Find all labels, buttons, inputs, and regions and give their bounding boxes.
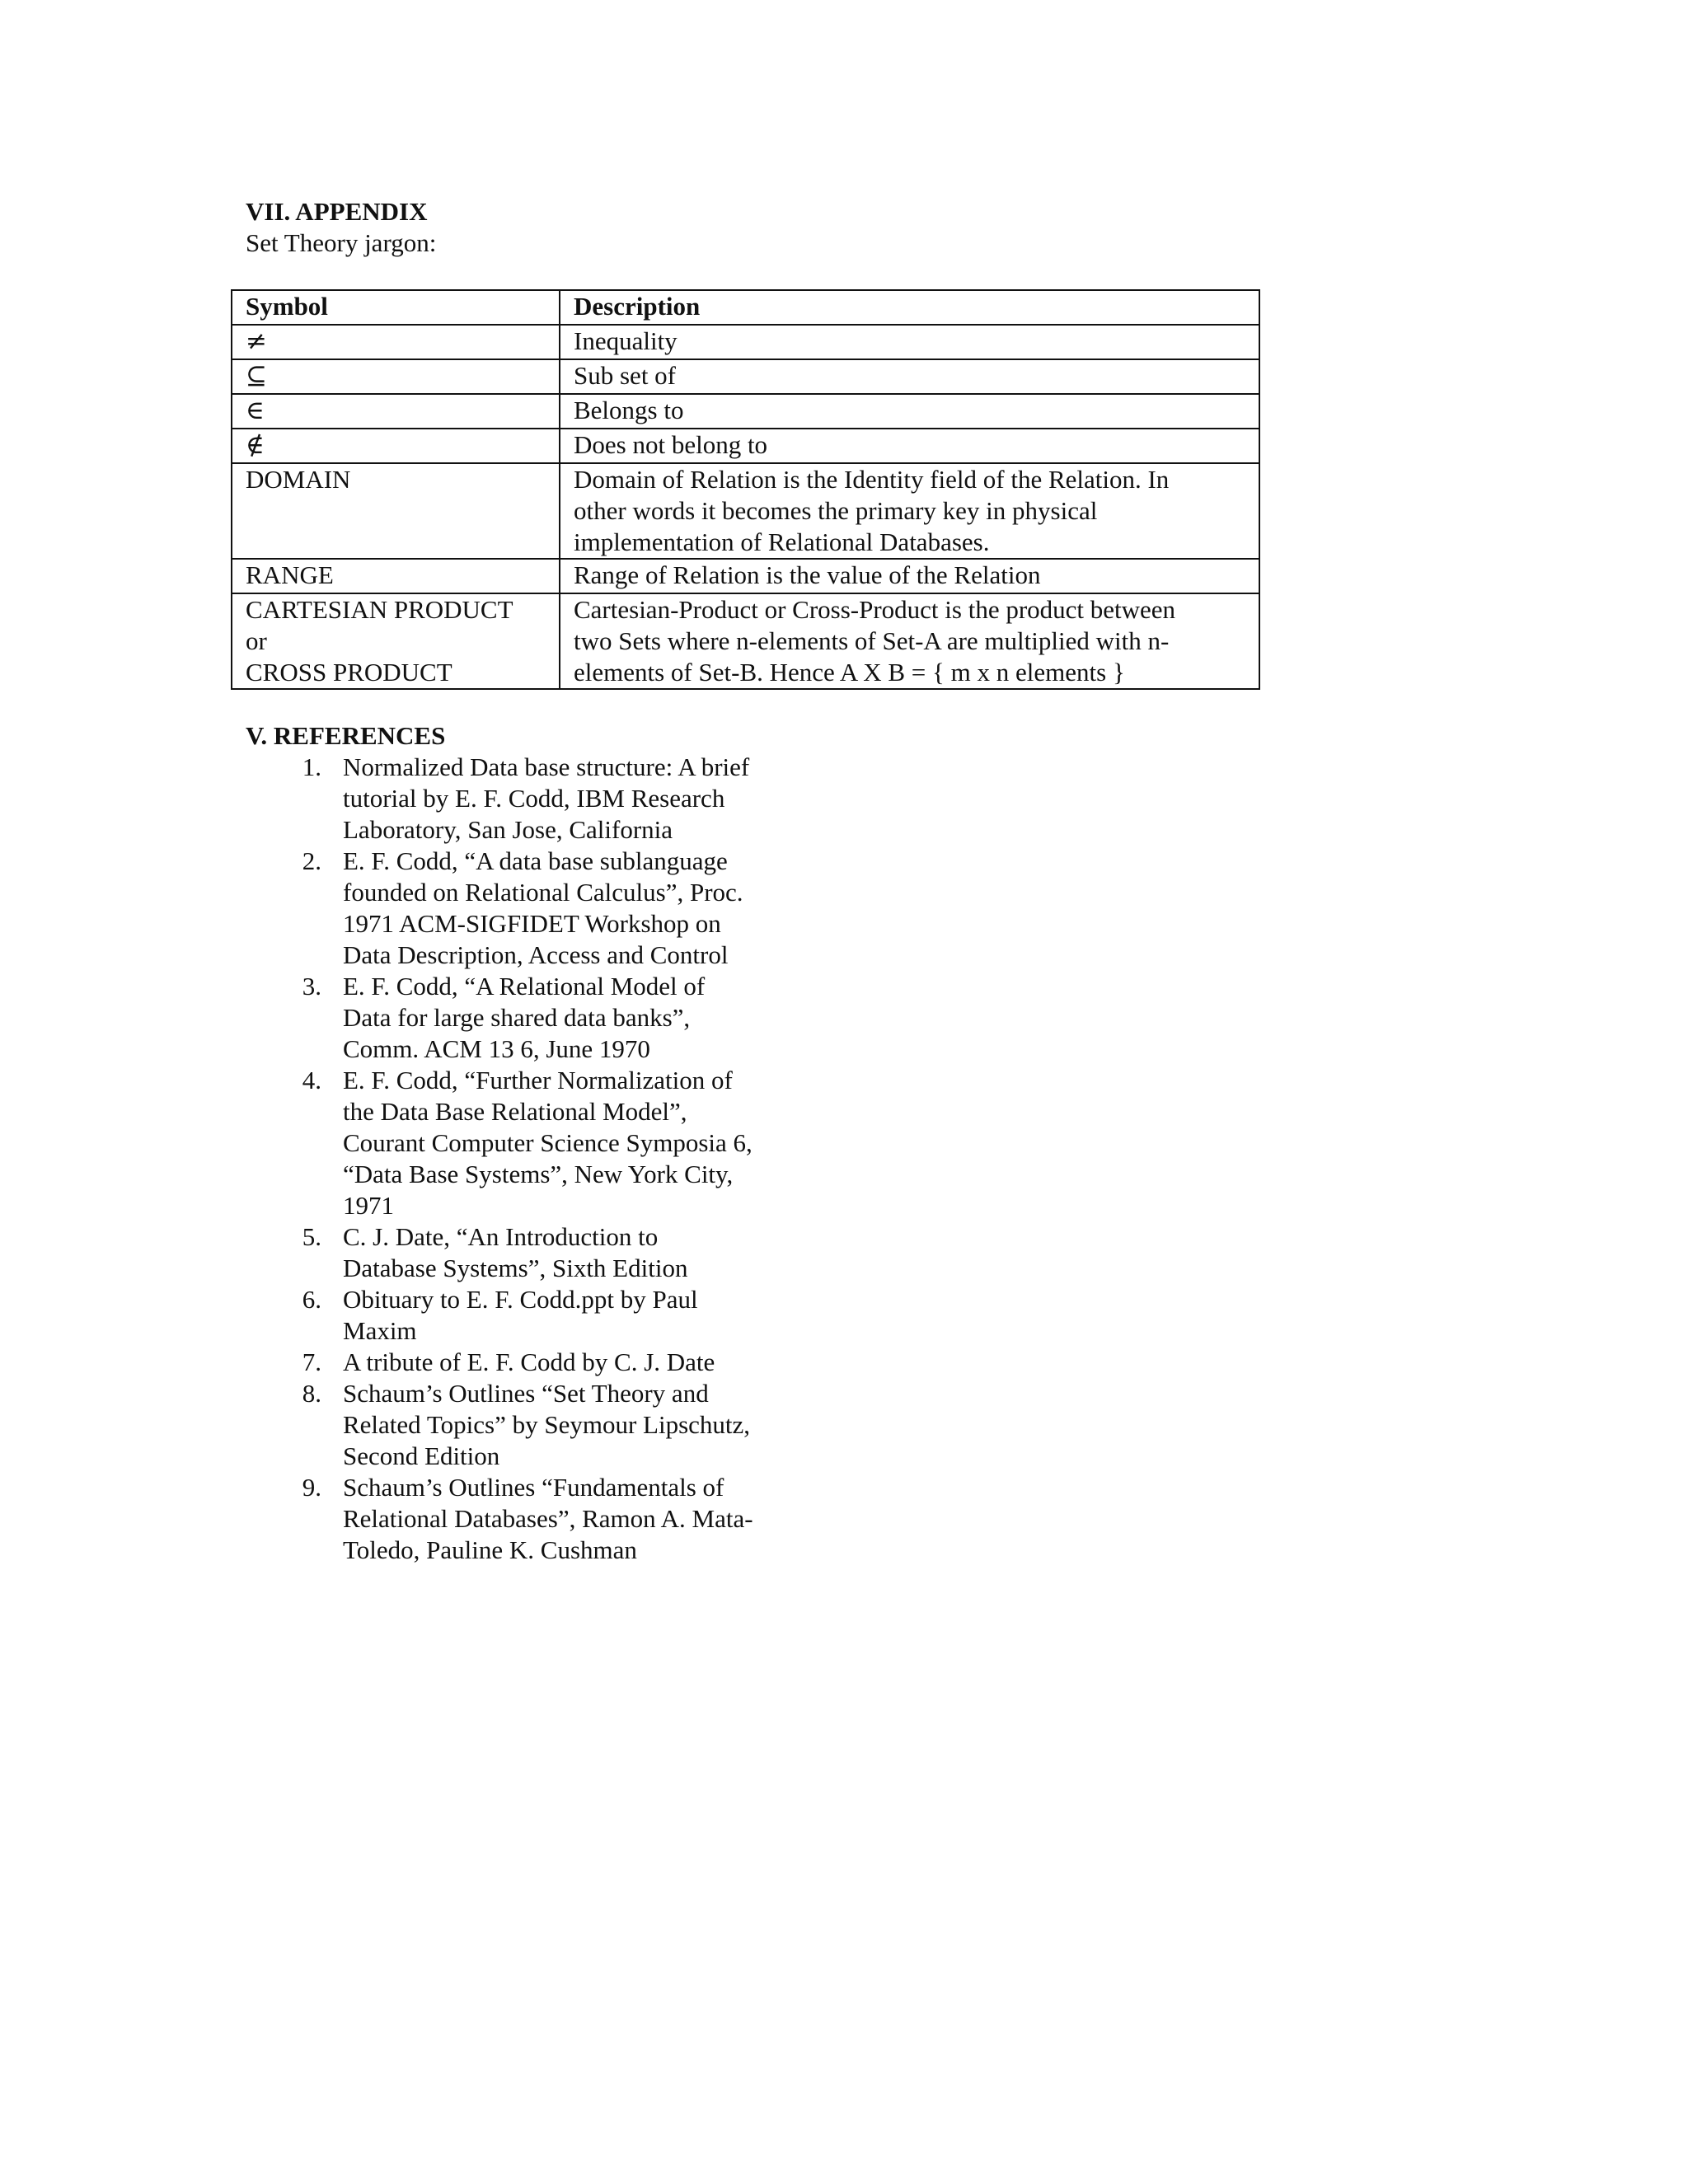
list-item xyxy=(246,752,872,846)
reference-number: 5. xyxy=(302,1222,321,1251)
list-item xyxy=(246,971,872,1065)
symbol-cell: CARTESIAN PRODUCT or CROSS PRODUCT xyxy=(232,593,560,689)
description-cell: Range of Relation is the value of the Relation xyxy=(560,559,1259,593)
description-cell: Inequality xyxy=(560,325,1259,359)
table-header-row xyxy=(232,290,1259,325)
appendix-subtitle: Set Theory jargon: xyxy=(246,228,437,257)
list-item xyxy=(246,1378,872,1472)
list-item xyxy=(246,1472,872,1566)
reference-text: Schaum’s Outlines “Set Theory and Related Topics” by Seymour Lipschutz, Second Edition xyxy=(343,1379,751,1470)
header-symbol: Symbol xyxy=(232,290,560,325)
reference-number: 2. xyxy=(302,846,321,875)
table-body xyxy=(232,325,1259,689)
reference-number: 9. xyxy=(302,1473,321,1502)
reference-number: 6. xyxy=(302,1285,321,1314)
reference-text: E. F. Codd, “Further Normalization of the Data Base Relational Model”, Courant Computer Science Symposia 6, “Data Base Systems”, New York City, 1971 xyxy=(343,1066,753,1220)
table-row xyxy=(232,359,1259,394)
description-cell: Belongs to xyxy=(560,394,1259,429)
reference-number: 3. xyxy=(302,972,321,1001)
appendix-heading: VII. APPENDIX xyxy=(246,197,428,226)
reference-text: Obituary to E. F. Codd.ppt by Paul Maxim xyxy=(343,1285,698,1345)
references-heading: V. REFERENCES xyxy=(246,721,446,750)
symbol-cell: ⊆ xyxy=(232,359,560,394)
references-list xyxy=(246,752,872,1566)
reference-number: 1. xyxy=(302,752,321,781)
reference-text: E. F. Codd, “A Relational Model of Data for large shared data banks”, Comm. ACM 13 6, June 1970 xyxy=(343,972,706,1063)
description-cell: Does not belong to xyxy=(560,429,1259,463)
table-row xyxy=(232,593,1259,689)
list-item xyxy=(246,1284,872,1347)
header-description: Description xyxy=(560,290,1259,325)
symbol-cell: ∈ xyxy=(232,394,560,429)
set-theory-jargon-table xyxy=(231,289,1260,690)
table-row xyxy=(232,559,1259,593)
reference-text: E. F. Codd, “A data base sublanguage founded on Relational Calculus”, Proc. 1971 ACM-SIGFIDET Workshop on Data Description, Access and Control xyxy=(343,846,743,969)
reference-number: 7. xyxy=(302,1347,321,1376)
description-cell: Sub set of xyxy=(560,359,1259,394)
reference-number: 4. xyxy=(302,1066,321,1094)
list-item xyxy=(246,1221,872,1284)
reference-text: C. J. Date, “An Introduction to Database Systems”, Sixth Edition xyxy=(343,1222,688,1282)
list-item xyxy=(246,1065,872,1221)
list-item xyxy=(246,1347,872,1378)
table-row xyxy=(232,394,1259,429)
reference-text: Normalized Data base structure: A brief tutorial by E. F. Codd, IBM Research Laboratory, San Jose, California xyxy=(343,752,750,844)
symbol-cell: DOMAIN xyxy=(232,463,560,559)
table-row xyxy=(232,463,1259,559)
table-row xyxy=(232,325,1259,359)
symbol-cell: ≠ xyxy=(232,325,560,359)
table-row xyxy=(232,429,1259,463)
reference-text: Schaum’s Outlines “Fundamentals of Relational Databases”, Ramon A. Mata- Toledo, Pauline K. Cushman xyxy=(343,1473,753,1564)
symbol-cell: ∉ xyxy=(232,429,560,463)
symbol-cell: RANGE xyxy=(232,559,560,593)
description-cell: Cartesian-Product or Cross-Product is the product between two Sets where n-elements of Set-A are multiplied with n- elements of Set-B. Hence A X B = { m x n elements } xyxy=(560,593,1259,689)
reference-number: 8. xyxy=(302,1379,321,1408)
list-item xyxy=(246,846,872,971)
reference-text: A tribute of E. F. Codd by C. J. Date xyxy=(343,1347,715,1376)
description-cell: Domain of Relation is the Identity field of the Relation. In other words it becomes the primary key in physical implementation of Relational Databases. xyxy=(560,463,1259,559)
